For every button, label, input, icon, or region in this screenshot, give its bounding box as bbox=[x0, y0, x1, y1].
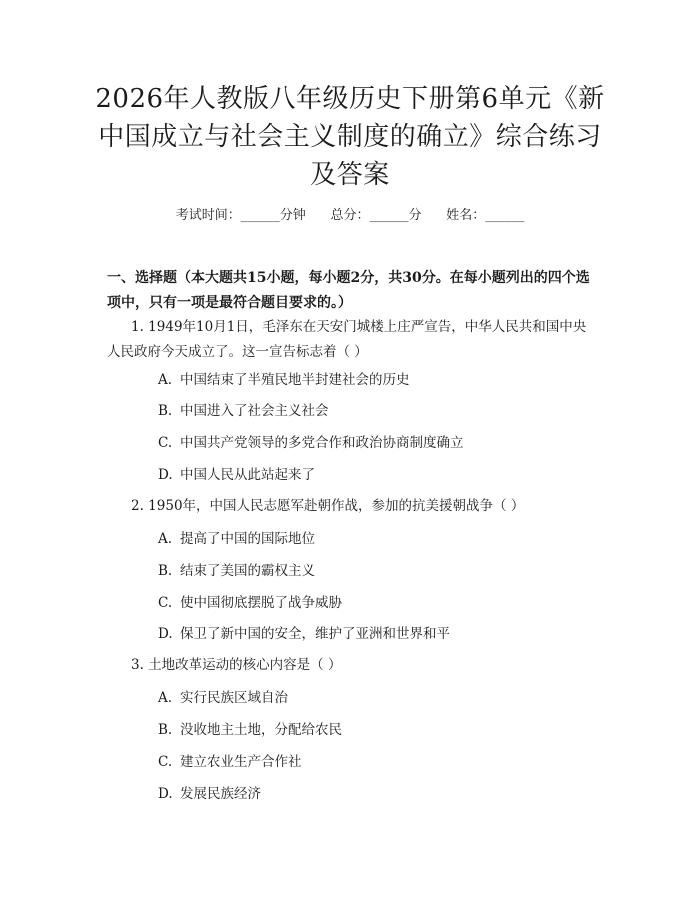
question-2-option-d bbox=[158, 624, 598, 644]
option-text: 提高了中国的国际地位 bbox=[180, 531, 315, 547]
option-letter: A. bbox=[158, 372, 173, 388]
option-letter: B. bbox=[158, 722, 173, 738]
question-1-option-c bbox=[158, 433, 598, 453]
option-text: 建立农业生产合作社 bbox=[180, 754, 302, 770]
option-text: 没收地主土地，分配给农民 bbox=[180, 722, 342, 738]
option-letter: B. bbox=[158, 563, 173, 579]
question-3-text: 3. 土地改革运动的核心内容是（ ） bbox=[131, 657, 342, 673]
option-letter: D. bbox=[158, 786, 173, 802]
option-text: 中国人民从此站起来了 bbox=[180, 467, 315, 483]
document-title: 2026年人教版八年级历史下册第6单元《新中国成立与社会主义制度的确立》综合练习及答案 bbox=[95, 84, 605, 190]
question-1-option-b bbox=[158, 401, 598, 421]
question-1-option-d bbox=[158, 465, 598, 485]
question-2-option-c bbox=[158, 593, 598, 613]
question-1-option-a bbox=[158, 370, 598, 390]
section-heading: 一、选择题（本大题共15小题，每小题2分，共30分。在每小题列出的四个选项中，只有一项是最符合题目要求的。） bbox=[107, 270, 590, 311]
option-letter: C. bbox=[158, 595, 173, 611]
option-text: 发展民族经济 bbox=[180, 786, 261, 802]
option-letter: A. bbox=[158, 690, 173, 706]
exam-info-line: 考试时间：______分钟 总分：______分 姓名：______ bbox=[175, 208, 525, 223]
option-text: 中国结束了半殖民地半封建社会的历史 bbox=[180, 372, 410, 388]
option-letter: B. bbox=[158, 403, 173, 419]
question-2-text: 2. 1950年，中国人民志愿军赴朝作战，参加的抗美援朝战争（ ） bbox=[131, 498, 525, 514]
option-text: 保卫了新中国的安全，维护了亚洲和世界和平 bbox=[180, 626, 450, 642]
question-3-option-d bbox=[158, 784, 598, 804]
question-2-option-b bbox=[158, 561, 598, 581]
question-3-option-b bbox=[158, 720, 598, 740]
option-letter: A. bbox=[158, 531, 173, 547]
option-letter: D. bbox=[158, 626, 173, 642]
option-text: 实行民族区域自治 bbox=[180, 690, 288, 706]
option-text: 结束了美国的霸权主义 bbox=[180, 563, 315, 579]
question-3-option-a bbox=[158, 688, 598, 708]
option-text: 中国进入了社会主义社会 bbox=[180, 403, 329, 419]
question-3-option-c bbox=[158, 752, 598, 772]
option-letter: C. bbox=[158, 754, 173, 770]
question-2-option-a bbox=[158, 529, 598, 549]
option-text: 使中国彻底摆脱了战争威胁 bbox=[180, 595, 342, 611]
option-text: 中国共产党领导的多党合作和政治协商制度确立 bbox=[180, 435, 464, 451]
option-letter: D. bbox=[158, 467, 173, 483]
option-letter: C. bbox=[158, 435, 173, 451]
question-1-text: 1. 1949年10月1日，毛泽东在天安门城楼上庄严宣告，中华人民共和国中央人民政府今天成立了。这一宣告标志着（ ） bbox=[107, 319, 587, 360]
